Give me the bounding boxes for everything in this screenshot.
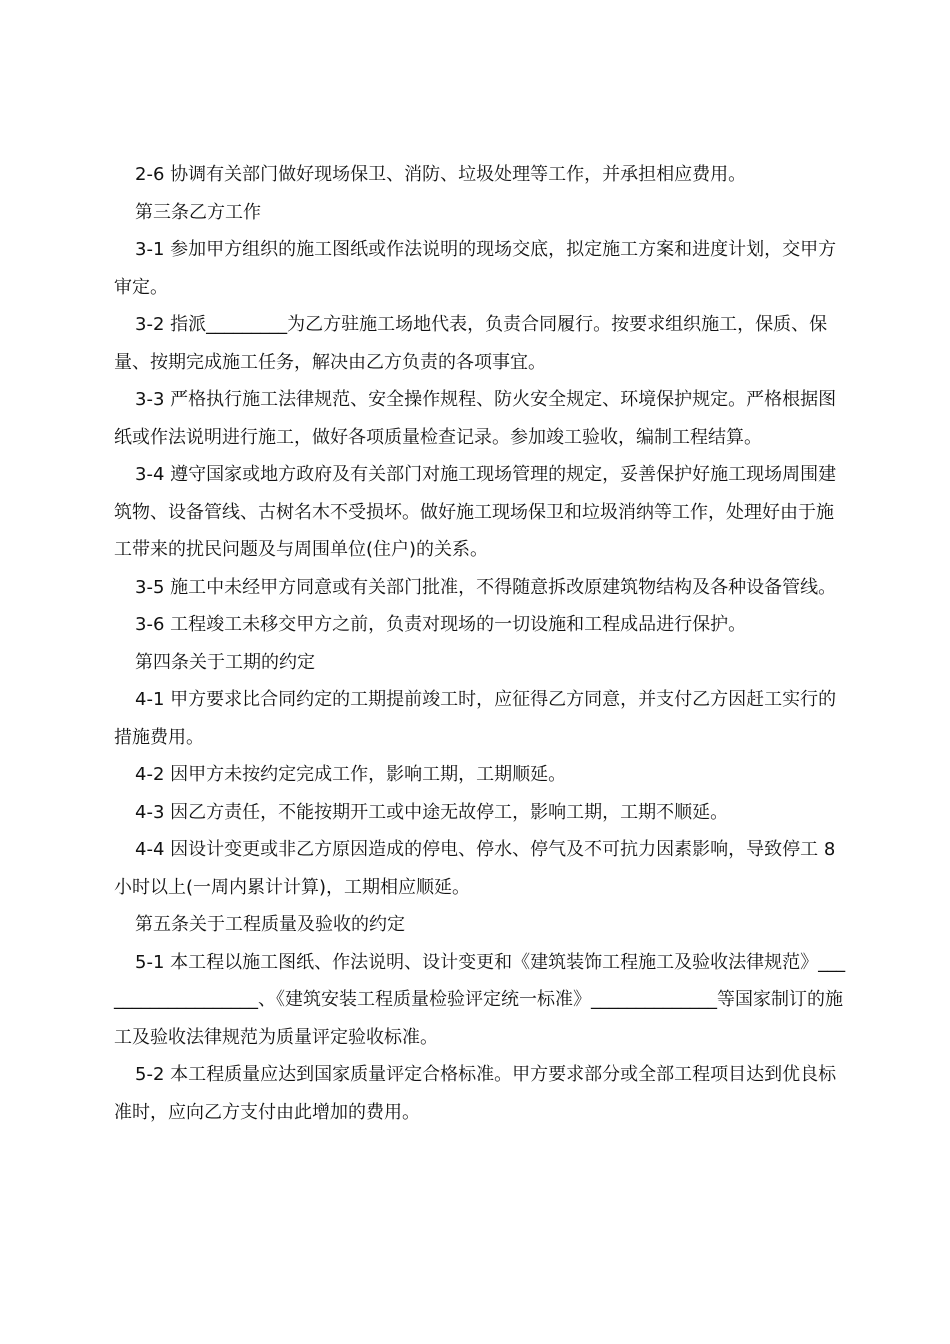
clause-5-2: 5-2 本工程质量应达到国家质量评定合格标准。甲方要求部分或全部工程项目达到优良标准时，应向乙方支付由此增加的费用。 — [114, 1064, 837, 1123]
document-page — [114, 156, 849, 1131]
clause-3-6: 3-6 工程竣工未移交甲方之前，负责对现场的一切设施和工程成品进行保护。 — [135, 614, 747, 635]
clause-2-6: 2-6 协调有关部门做好现场保卫、消防、垃圾处理等工作，并承担相应费用。 — [135, 164, 747, 185]
clause-4-2: 4-2 因甲方未按约定完成工作，影响工期，工期顺延。 — [135, 764, 567, 785]
clause-3-2: 3-2 指派_________为乙方驻施工场地代表，负责合同履行。按要求组织施工，保质、保量、按期完成施工任务，解决由乙方负责的各项事宜。 — [114, 314, 828, 373]
clause-3-4: 3-4 遵守国家或地方政府及有关部门对施工现场管理的规定，妥善保护好施工现场周围建筑物、设备管线、古树名木不受损坏。做好施工现场保卫和垃圾消纳等工作，处理好由于施工带来的扰民问题及与周围单位(住户)的关系。 — [114, 464, 837, 560]
article-4-heading: 第四条关于工期的约定 — [135, 651, 315, 673]
article-3-heading: 第三条乙方工作 — [135, 201, 261, 223]
clause-5-1: 5-1 本工程以施工图纸、作法说明、设计变更和《建筑装饰工程施工及验收法律规范》___________________、《建筑安装工程质量检验评定统一标准》______________等国家制订的施工及验收法律规范为质量评定验收标准。 — [114, 951, 846, 1048]
article-5-heading: 第五条关于工程质量及验收的约定 — [135, 914, 405, 935]
clause-3-1: 3-1 参加甲方组织的施工图纸或作法说明的现场交底，拟定施工方案和进度计划，交甲方审定。 — [114, 239, 837, 298]
clause-4-3: 4-3 因乙方责任，不能按期开工或中途无故停工，影响工期，工期不顺延。 — [135, 801, 729, 823]
clause-4-1: 4-1 甲方要求比合同约定的工期提前竣工时，应征得乙方同意，并支付乙方因赶工实行的措施费用。 — [114, 689, 837, 748]
clause-4-4: 4-4 因设计变更或非乙方原因造成的停电、停水、停气及不可抗力因素影响，导致停工 8 小时以上(一周内累计计算)，工期相应顺延。 — [114, 839, 836, 898]
clause-3-3: 3-3 严格执行施工法律规范、安全操作规程、防火安全规定、环境保护规定。严格根据图纸或作法说明进行施工，做好各项质量检查记录。参加竣工验收，编制工程结算。 — [114, 389, 837, 448]
clause-3-5: 3-5 施工中未经甲方同意或有关部门批准，不得随意拆改原建筑物结构及各种设备管线。 — [135, 576, 837, 598]
